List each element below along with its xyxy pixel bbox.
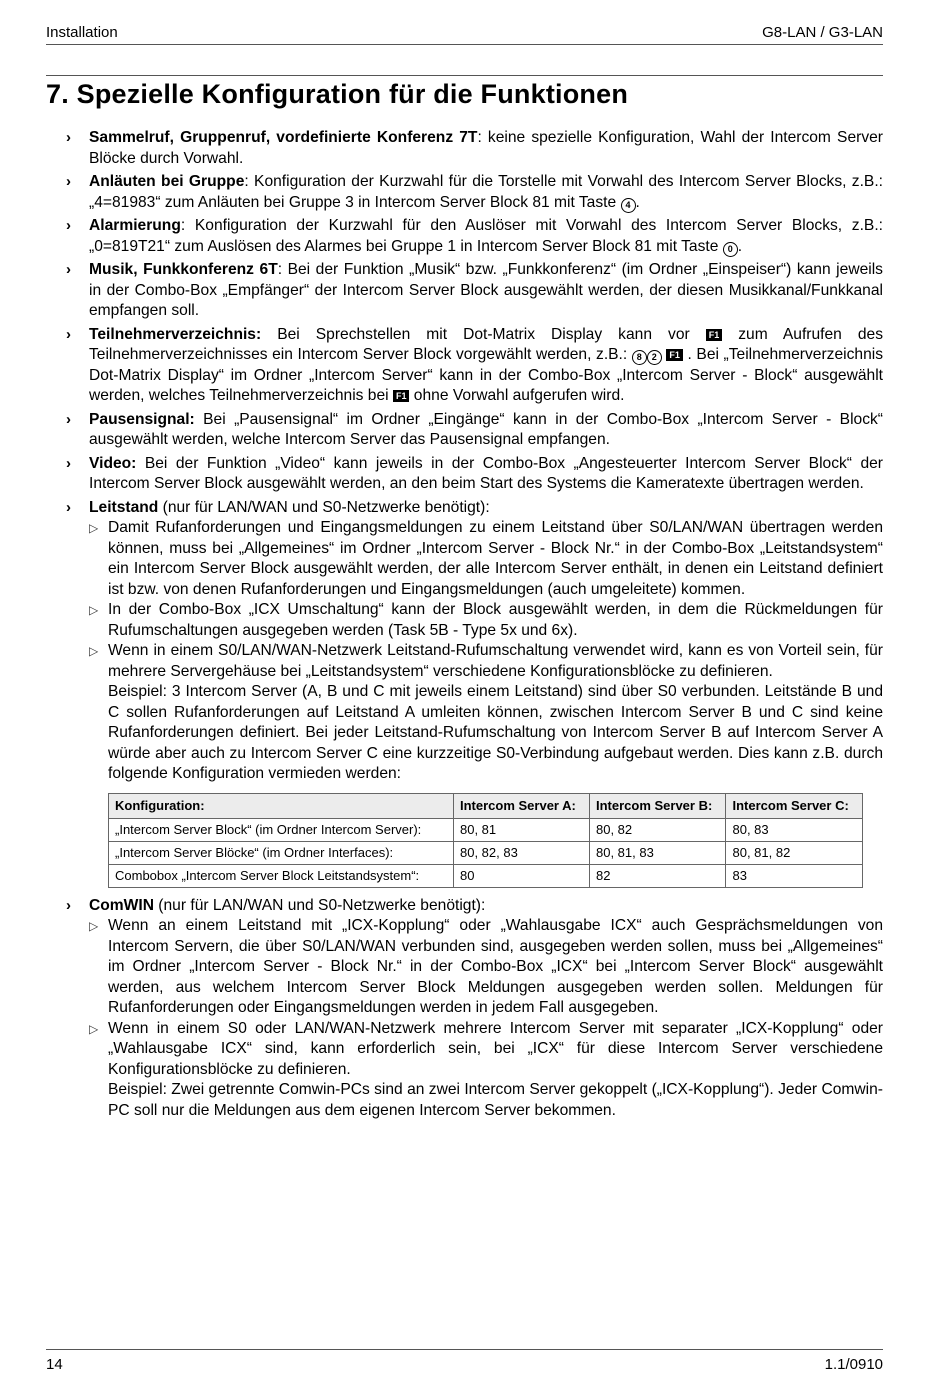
sub-item-text: Wenn in einem S0/LAN/WAN-Netzwerk Leitstand-Rufumschaltung verwendet wird, kann es von Vorteil sein, für mehrere Servergehäuse bei „Leitstandsystem“ verschiedene Konfigurationsblöcke zu definieren.	[108, 642, 883, 680]
item-term: Pausensignal:	[89, 410, 195, 428]
arrow-icon: ›	[66, 498, 71, 516]
example-text: Beispiel: Zwei getrennte Comwin-PCs sind an zwei Intercom Server gekoppelt („ICX-Kopplung“). Jeder Comwin-PC soll nur die Meldungen aus dem eigenen Intercom Server bekommen.	[108, 1081, 883, 1119]
item-text: : keine spezielle Konfiguration, Wahl der Intercom Server Blöcke durch Vorwahl.	[89, 129, 883, 167]
table-header-cell: Intercom Server A:	[454, 793, 590, 818]
item-term: Anläuten bei Gruppe	[89, 173, 245, 190]
table-cell: „Intercom Server Block“ (im Ordner Intercom Server):	[109, 818, 454, 841]
item-text-end: .	[737, 237, 743, 255]
sub-arrow-icon: ▷	[89, 644, 99, 658]
table-cell: „Intercom Server Blöcke“ (im Ordner Interfaces):	[109, 841, 454, 864]
item-text: : Konfiguration der Kurzwahl für den Auslöser mit Vorwahl des Intercom Server Blocks, z.B.: „0=819T21“ zum Auslösen des Alarmes bei Gruppe 1 in Intercom Server Block 81 mit Taste	[89, 217, 883, 255]
sub-item	[89, 518, 883, 600]
item-text: : Bei der Funktion „Musik“ bzw. „Funkkonferenz“ (im Ordner „Einspeiser“) kann jeweils in der Combo-Box „Empfänger“ der Intercom Server Block ausgewählt werden, der diesen Musikkanal/Funkkanal empfangen soll.	[89, 261, 883, 319]
page-title: 7. Spezielle Konfiguration für die Funktionen	[46, 79, 629, 109]
list-item	[66, 410, 883, 451]
table-cell: 80, 82, 83	[454, 841, 590, 864]
item-text: . Bei „Teilnehmerverzeichnis Dot-Matrix Display“ im Ordner „Intercom Server“ kann in der Combo-Box „Intercom Server - Block“ ausgewählt werden, welches Teilnehmerverzeichnis bei	[89, 346, 883, 404]
list-item	[66, 325, 883, 407]
item-text: (nur für LAN/WAN und S0-Netzwerke benötigt):	[158, 498, 490, 516]
header-product: G8-LAN / G3-LAN	[762, 24, 883, 41]
table-cell: 80, 81, 82	[726, 841, 863, 864]
item-term: Sammelruf, Gruppenruf, vordefinierte Konferenz 7T	[89, 129, 478, 146]
version-label: 1.1/0910	[824, 1356, 883, 1373]
sub-arrow-icon: ▷	[89, 919, 99, 933]
page-footer	[46, 1349, 883, 1373]
list-item	[66, 128, 883, 169]
table-cell: 80, 82	[589, 818, 726, 841]
table-header-cell: Intercom Server B:	[589, 793, 726, 818]
header-section: Installation	[46, 24, 118, 41]
sub-item-text: Wenn an einem Leitstand mit „ICX-Kopplung“ oder „Wahlausgabe ICX“ auch Gesprächsmeldungen von Intercom Servern, die über S0/LAN/WAN verbunden sind, ausgegeben werden sollen, muss bei „Allgemeines“ im Ordner „Intercom Server - Block Nr.“ in der Combo-Box „ICX“ bei „Intercom Server Block“ ausgewählt werden, aus welchem Intercom Server Block Meldungen ausgegeben werden sollen. Meldungen für Rufanforderungen oder Eingangsmeldungen werden in jedem Fall ausgegeben.	[108, 917, 883, 1016]
item-text: ohne Vorwahl aufgerufen wird.	[409, 387, 625, 404]
item-text: (nur für LAN/WAN und S0-Netzwerke benötigt):	[153, 896, 486, 914]
item-text: Bei „Pausensignal“ im Ordner „Eingänge“ kann in der Combo-Box „Intercom Server - Block“ ausgewählt werden, welche Intercom Server das Pausensignal empfangen.	[89, 410, 883, 448]
sub-item	[89, 641, 883, 888]
item-term: Musik, Funkkonferenz 6T	[89, 261, 278, 278]
table-cell: 80, 81	[454, 818, 590, 841]
item-term: Alarmierung	[89, 217, 181, 234]
list-item	[66, 172, 883, 213]
f1-key-icon: F1	[666, 349, 683, 361]
table-cell: 82	[589, 864, 726, 887]
title-rule	[46, 75, 883, 76]
item-text: zum Aufrufen des Teilnehmerverzeichnisses ein Intercom Server Block vorgewählt werden, z.B.:	[89, 325, 884, 363]
f1-key-icon: F1	[393, 390, 410, 402]
sub-arrow-icon: ▷	[89, 603, 99, 617]
item-term: Video:	[89, 454, 137, 472]
arrow-icon: ›	[66, 896, 71, 914]
sub-item	[89, 916, 883, 1019]
key-2-icon: 2	[647, 350, 662, 365]
f1-key-icon: F1	[706, 329, 723, 341]
list-item	[66, 896, 883, 1122]
item-text: Bei der Funktion „Video“ kann jeweils in der Combo-Box „Angesteuerter Intercom Server Block“ der Intercom Server Block ausgewählt werden, an den beim Start des Systems die Kameratexte übertragen werden.	[89, 454, 883, 492]
arrow-icon: ›	[66, 325, 71, 343]
sub-item	[89, 600, 883, 641]
table-header-cell: Konfiguration:	[109, 793, 454, 818]
example-text: Beispiel: 3 Intercom Server (A, B und C mit jeweils einem Leitstand) sind über S0 verbunden. Leitstände B und C sollen Rufanforderungen auf Leitstand A umleiten können, zwischen Intercom Server B und C sind keine Rufanforderungen definiert. Bei jeder Leitstand-Rufumschaltung von Intercom Server B auf Intercom Server A würde aber auch zu Intercom Server C eine kurzzeitige S0-Verbindung aufgebaut werden. Dies kann z.B. durch folgende Konfiguration vermieden werden:	[108, 683, 883, 782]
key-8-icon: 8	[632, 350, 647, 365]
item-term: Leitstand	[89, 498, 159, 516]
table-cell: Combobox „Intercom Server Block Leitstandsystem“:	[109, 864, 454, 887]
item-text-end: .	[635, 193, 640, 211]
sub-item-text: In der Combo-Box „ICX Umschaltung“ kann der Block ausgewählt werden, in dem die Rückmeldungen für Rufumschaltungen ausgegeben werden (Task 5B - Type 5x und 6x).	[108, 601, 883, 639]
main-content	[66, 128, 883, 1124]
table-row	[109, 864, 863, 887]
table-cell: 80	[454, 864, 590, 887]
arrow-icon: ›	[66, 217, 71, 234]
config-table	[108, 793, 863, 888]
arrow-icon: ›	[66, 410, 71, 428]
item-term: Teilnehmerverzeichnis:	[89, 325, 262, 343]
item-text: : Konfiguration der Kurzwahl für die Torstelle mit Vorwahl des Intercom Server Blocks, z.B.: „4=81983“ zum Anläuten bei Gruppe 3 in Intercom Server Block 81 mit Taste	[89, 173, 883, 211]
sub-arrow-icon: ▷	[89, 521, 99, 535]
arrow-icon: ›	[66, 173, 71, 190]
table-row	[109, 818, 863, 841]
item-term: ComWIN	[89, 896, 154, 914]
item-text: Bei Sprechstellen mit Dot-Matrix Display kann vor	[261, 325, 706, 343]
table-cell: 80, 83	[726, 818, 863, 841]
table-row	[109, 841, 863, 864]
page-header	[46, 22, 883, 45]
table-header-row	[109, 793, 863, 818]
sub-item-text: Damit Rufanforderungen und Eingangsmeldungen zu einem Leitstand über S0/LAN/WAN übertragen werden können, muss bei „Allgemeines“ im Ordner „Intercom Server - Block Nr.“ in der Combo-Box „Leitstandsystem“ ein Intercom Server Block ausgewählt werden, der alle Intercom Server enthält, in denen ein Leitstand definiert ist bzw. von denen Rufanforderungen und Eingangsmeldungen (auch umgeleitete) kommen.	[108, 519, 883, 598]
table-cell: 80, 81, 83	[589, 841, 726, 864]
arrow-icon: ›	[66, 261, 71, 278]
table-cell: 83	[726, 864, 863, 887]
sub-arrow-icon: ▷	[89, 1021, 99, 1036]
page-number: 14	[46, 1356, 63, 1373]
arrow-icon: ›	[66, 129, 71, 146]
sub-item	[89, 1019, 883, 1122]
list-item	[66, 216, 883, 257]
list-item	[66, 498, 883, 888]
list-item	[66, 260, 883, 322]
key-0-icon: 0	[723, 242, 738, 257]
arrow-icon: ›	[66, 454, 71, 472]
sub-item-text: Wenn in einem S0 oder LAN/WAN-Netzwerk mehrere Intercom Server mit separater „ICX-Kopplung“ oder „Wahlausgabe ICX“ sind, kann erforderlich sein, bei „ICX“ für diese Intercom Server verschiedene Konfigurationsblöcke zu definieren.	[108, 1019, 883, 1078]
list-item	[66, 454, 883, 495]
table-header-cell: Intercom Server C:	[726, 793, 863, 818]
key-4-icon: 4	[621, 198, 636, 213]
